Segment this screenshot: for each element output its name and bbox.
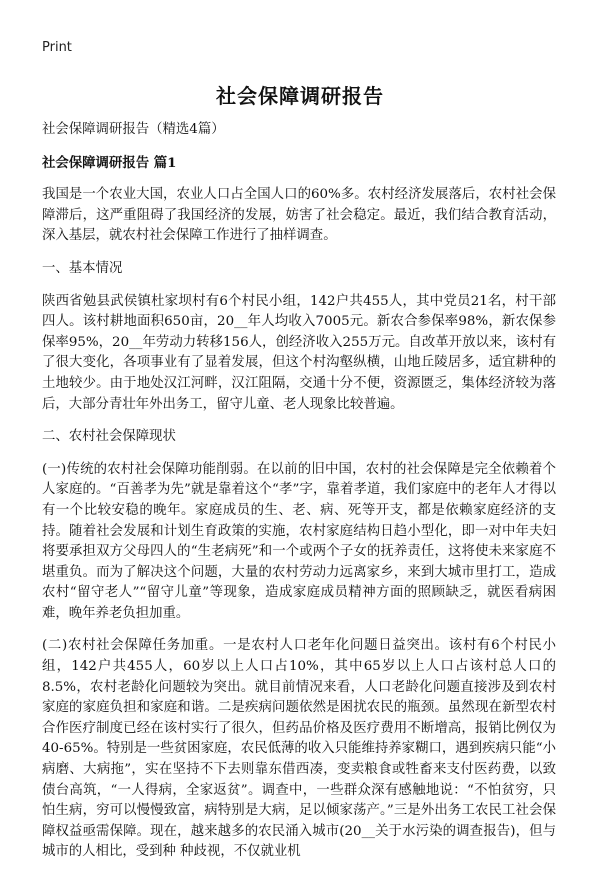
section-heading-current-status: 二、农村社会保障现状 [42,429,176,445]
document-body [42,120,556,875]
section-heading-basic-info: 一、基本情况 [42,260,123,276]
status-paragraph-1: (一)传统的农村社会保障功能削弱。在以前的旧中国，农村的社会保障是完全依赖着个人家庭的。“百善孝为先”就是靠着这个“孝”字，靠着孝道，我们家庭中的老年人才得以有一个比较安稳的晚年。家庭成员的生、老、病、死等开支，都是依赖家庭经济的支持。随着社会发展和计划生育政策的实施，农村家庭结构日趋小型化，即一对中年夫妇将要承担双方父母四人的“生老病死”和一个或两个子女的抚养责任，这将使未来家庭不堪重负。而为了解决这个问题，大量的农村劳动力远离家乡，来到大城市里打工，造成农村“留守老人”“留守儿童”等现象，造成家庭成员精神方面的照顾缺乏，就医看病困难，晚年养老负担加重。 [42,461,556,621]
article-heading: 社会保障调研报告 篇1 [42,154,177,171]
basic-info-paragraph: 陕西省勉县武侯镇杜家坝村有6个村民小组，142户共455人，其中党员21名，村干部四人。该村耕地面积650亩，20__年人均收入7005元。新农合参保率98%，新农保参保率95%，20__年劳动力转移156人，创经济收入255万元。自改革开放以来，该村有了很大变化，各项事业有了显着发展，但这个村沟壑纵横，山地丘陵居多，适宜耕种的土地较少。由于地处汉江河畔，汉江阻隔，交通十分不便，资源匮乏，集体经济较为落后，大部分青壮年外出务工，留守儿童、老人现象比较普遍。 [42,293,556,412]
document-subtitle: 社会保障调研报告（精选4篇） [42,122,225,137]
status-paragraph-2: (二)农村社会保障任务加重。一是农村人口老年化问题日益突出。该村有6个村民小组，142户共455人，60岁以上人口占10%，其中65岁以上人口占该村总人口的8.5%，农村老龄化问题较为突出。就目前情况来看，人口老龄化问题直接涉及到农村家庭的家庭负担和家庭和谐。二是疾病问题依然是困扰农民的瓶颈。虽然现在新型农村合作医疗制度已经在该村实行了很久，但药品价格及医疗费用不断增高，报销比例仅为40-65%。特别是一些贫困家庭，农民低薄的收入只能维持养家糊口，遇到疾病只能“小病磨、大病拖”，实在坚持不下去则靠东借西凑，变卖粮食或牲畜来支付医药费，以致债台高筑，“一人得病，全家返贫”。调查中，一些群众深有感触地说：“不怕贫穷，只怕生病，穷可以慢慢致富，病特别是大病，足以倾家荡产。”三是外出务工农民工社会保障权益亟需保障。现在，越来越多的农民涌入城市(20__关于水污染的调查报告)，但与城市的人相比，受到种 种歧视，不仅就业机 [42,638,556,860]
intro-paragraph: 我国是一个农业大国，农业人口占全国人口的60%多。农村经济发展落后，农村社会保障滞后，这严重阻碍了我国经济的发展，妨害了社会稳定。最近，我们结合教育活动，深入基层，就农村社会保障工作进行了抽样调查。 [42,187,556,244]
print-link[interactable]: Print [42,40,72,55]
page-title: 社会保障调研报告 [216,84,384,108]
